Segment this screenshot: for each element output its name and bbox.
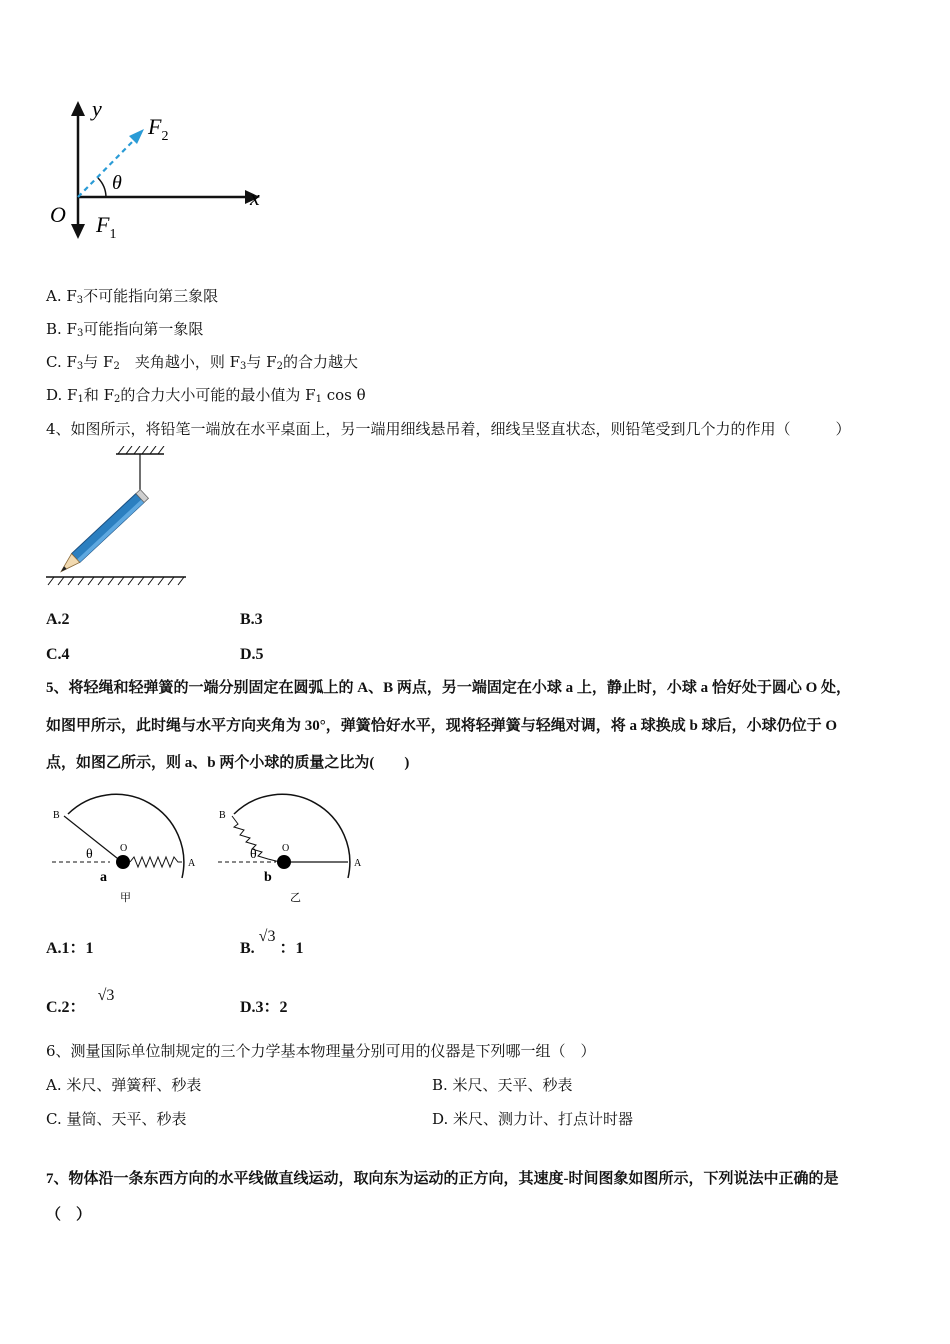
yi-ball-label: b [264, 870, 272, 885]
q3-option-d: D. $F_1$和 $F_2$的合力大小可能的最小值为 $F_1$ cos θ [46, 386, 366, 405]
figure-jia [48, 786, 200, 908]
yi-b-label: B [219, 810, 226, 821]
q5-option-b: B.√3：1 [240, 928, 304, 957]
q5-option-c: C.2：√3 [46, 987, 115, 1016]
q5-question-line2: 如图甲所示，此时绳与水平方向夹角为 30°，弹簧恰好水平，现将轻弹簧与轻绳对调，将 a 球换成 b 球后，小球仍位于 O [46, 718, 838, 734]
q7-question-line1: 7、物体沿一条东西方向的水平线做直线运动，取向东为运动的正方向，其速度-时间图象如图所示，下列说法中正确的是 [46, 1171, 839, 1187]
force-axes-figure [40, 92, 275, 252]
q3-option-a: A. $F_3$不可能指向第三象限 [46, 287, 219, 306]
jia-a-end-label: A [188, 858, 196, 869]
jia-b-label: B [53, 810, 60, 821]
q4-question: 4、如图所示，将铅笔一端放在水平桌面上，另一端用细线悬吊着，细线呈竖直状态，则铅笔受到几个力的作用（ ） [46, 420, 851, 438]
y-axis-label: y [92, 96, 102, 121]
f2-label: $F_2$ [148, 114, 169, 144]
figure-yi [214, 786, 366, 908]
q5-option-d: D.3：2 [240, 999, 288, 1016]
q4-option-d: D.5 [240, 646, 264, 663]
q4-option-b: B.3 [240, 611, 263, 628]
jia-o-label: O [120, 843, 128, 854]
q6-option-a: A. 米尺、弹簧秤、秒表 [46, 1076, 202, 1094]
q4-option-c: C.4 [46, 646, 70, 663]
yi-o-label: O [282, 843, 290, 854]
q6-option-c: C. 量筒、天平、秒表 [46, 1110, 187, 1128]
pencil-figure [44, 446, 190, 586]
q6-option-d: D. 米尺、测力计、打点计时器 [432, 1110, 634, 1128]
jia-ball-label: a [100, 870, 107, 885]
yi-theta-label: θ [250, 847, 257, 862]
x-axis-label: x [250, 185, 260, 210]
f1-label: $F_1$ [96, 212, 117, 242]
q3-option-b: B. $F_3$可能指向第一象限 [46, 320, 204, 339]
q6-option-b: B. 米尺、天平、秒表 [432, 1076, 573, 1094]
q6-question: 6、测量国际单位制规定的三个力学基本物理量分别可用的仪器是下列哪一组（ ） [46, 1042, 596, 1060]
q5-question-line1: 5、将轻绳和轻弹簧的一端分别固定在圆弧上的 A、B 两点，另一端固定在小球 a 上，静止时，小球 a 恰好处于圆心 O 处， [46, 680, 852, 696]
jia-theta-label: θ [86, 847, 93, 862]
origin-label: O [50, 202, 66, 227]
jia-caption: 甲 [120, 892, 131, 904]
yi-a-end-label: A [354, 858, 362, 869]
q3-option-c: C. $F_3$与 $F_2$ 夹角越小，则 $F_3$与 $F_2$的合力越大 [46, 353, 358, 372]
q5-question-line3: 点，如图乙所示，则 a、b 两个小球的质量之比为( ) [46, 755, 410, 771]
q7-question-line2: （ ） [46, 1207, 92, 1223]
theta-label: θ [112, 172, 122, 194]
yi-caption: 乙 [290, 892, 301, 904]
q5-option-a: A.1：1 [46, 940, 94, 957]
q4-option-a: A.2 [46, 611, 70, 628]
